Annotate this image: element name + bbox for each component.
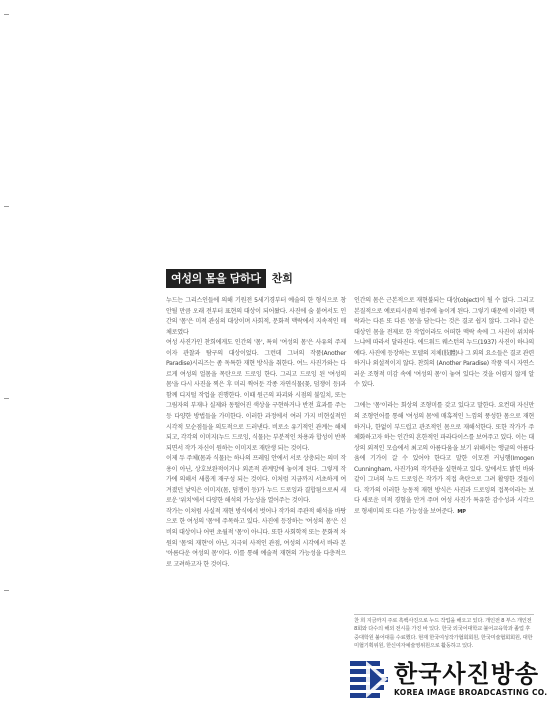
footnote-divider bbox=[354, 614, 534, 615]
paragraph: 이제 두 주체(몸과 식물)는 하나의 프레임 안에서 서로 상충되는 의미 작용이 아닌, 상호보완적이거나 외존적 관계망에 놓이게 된다. 그렇게 작가에 의해서 새롭게 재구성 되는 것이다. 이처럼 지금까지 서초하게 여겨졌던 낯익은 이미지(몸, 덤쟁이 등)가 누드 드로잉과 결합됨으로써 새로운 '위치'에서 다양한 해석의 가능성을 열어주는 것이다. bbox=[166, 455, 346, 505]
logo-english-name: KOREA IMAGE BROADCASTING CO. bbox=[394, 687, 548, 697]
page-edge-mark bbox=[4, 206, 9, 207]
article-title: 여성의 몸을 담하다 bbox=[166, 269, 266, 288]
paragraph: 누드는 그리스인들에 의해 기원전 5세기경부터 예술의 한 형식으로 창안될 만큼 오래 전부터 표현의 대상이 되어왔다. 사진에 숨 붙여서도 인간의 '몸'은 미적 관심의 대상이며 사회적, 문화적 맥락에서 지속적인 매체로였다 bbox=[166, 297, 346, 336]
footnote-text: 찬 희 지금까지 주로 흑백사진으로 누드 작업을 해오고 있다. 개인전 8 부스 개인전 8회와 다수의 해외 전시를 가진 바 있다. 한국 외국어대학교 불어교육학과 졸업 후 중대학원 불어대를 수료했다. 현재 한국여성작가협회회원, 한국미술협회회원, 대한미협기획위원, 한신여자예술영위원으로 활동하고 있다. bbox=[354, 618, 533, 650]
author-footnote bbox=[354, 617, 534, 651]
paragraph-with-end-mark bbox=[354, 401, 534, 517]
paragraph: 그에는 '몸'이라는 회상의 조형미를 갖고 있다고 말한다. 요컨대 자신만의 조형언어를 통해 '여성의 몸'에 매혹적인 느낌의 풍성한 몸으로 재현하거나, 한없이 부드럽고 관조적인 몸으로 재해석한다. 또한 작가가 주체화하고자 하는 인간의 흔한적인 파라다이스를 보여주고 있다. 이는 대상의 외적인 모습에서 최고의 아름다움을 보기 위해서는 앵글의 아름다움에 기가이 갈 수 있어야 한다고 말한 이모겐 커닝햄(Imogen Cunningham, 사진가)의 작가관을 실현하고 있다. 앞에서도 밝힌 바와 같이 그녀의 누드 드로잉은 작가가 직접 촉탄으로 그려 활영한 것들이다. 작가의 이러한 능동적 재현 방식은 사진과 드로잉의 접목이라는 보다 새로운 미적 경험을 안겨 주며 여성 사진가 특유한 감수성과 시각으로 형세미의 또 다른 가능성을 보여준다. bbox=[354, 402, 534, 515]
article-author: 찬희 bbox=[271, 272, 293, 285]
left-column bbox=[166, 296, 346, 570]
paragraph: 인간의 몸은 근본적으로 재현불되는 대상(object)이 될 수 없다. 그리고 본질적으로 예로티시즘의 범주에 놓이게 된다. 그렇기 때문에 이러한 맥락과는 다른 또 다른 '몸'을 담는다는 것은 결코 쉽지 않다. 그러나 같은 대상인 몸을 전제로 한 작업이라도 어떠한 맥락 속에 그 사진이 위치하느냐에 따라서 달라진다. 에드워드 웨스턴의 누드(1937) 사진이 하나의 예다. 사진에 등장하는 모델의 지체(肢體)나 그 외의 요소들은 결코 관련하거나 외설적이지 않다. 찬희의 (Another Paradise) 작품 역시 자연스러운 조형적 미감 속에 '여성의 몸'이 놓여 있다는 것을 어렴지 않게 알 수 있다. bbox=[354, 297, 534, 389]
kib-logo bbox=[348, 654, 548, 704]
kib-logo-mark-icon bbox=[348, 658, 390, 700]
page-edge-mark bbox=[4, 398, 9, 399]
paragraph-gap bbox=[354, 391, 534, 402]
article-heading bbox=[166, 268, 293, 288]
logo-korean-name: 한국사진방송 bbox=[394, 659, 540, 688]
page-edge-mark bbox=[4, 590, 9, 591]
page-edge-mark bbox=[4, 14, 9, 15]
paragraph: 여성 사진가인 찬희에게도 인간의 '몸', 특히 '여성의 몸'은 사유의 주제이자 관찰과 탐구의 대상이었다. 그런데 그녀의 작품(Another Paradise)시리즈는 좀 독특한 재현 방식을 취한다. 여느 사진가와는 다르게 여성의 얼몸을 목탄으로 드로잉 한다. 그리고 드로잉 된 '여성의 몸'을 다시 사진을 찍은 후 미리 찍어둔 각종 자연식물(꽃, 덤쟁이 등)과 함께 디지털 작업을 진행한다. 이때 원근의 파괴와 시점의 불일치, 또는 그림자의 부재나 실제와 동떨어진 색상을 구현하거나 반전 효과를 주는 등 다양한 방법들을 가미한다. 이러한 과정에서 여러 가지 비현실적인 시각적 모순점들을 의도적으로 드러낸다. 비로소 유기적인 관계는 해체되고, 각각의 이미지(누드 드로잉, 식물)는 부분적인 차용과 합성이 반복되면서 작가 자신이 원하는 이미지로 재탄생 되는 것이다. bbox=[166, 339, 346, 452]
right-column bbox=[354, 296, 534, 517]
end-mark: MP bbox=[457, 508, 466, 515]
paragraph: 작가는 이처럼 사실적 재현 방식에서 벗어나 작가의 주관적 해석을 바탕으로 한 여성의 '몸'에 주목하고 있다. 사진에 등장하는 '여성의 몸'은 신비의 대상이나 어떤 초월적 '몸'이 아니다. 또한 사회학적 또는 문화적 차원의 '몸'의 재현'이 아닌, 지극히 사적인 관점, 여성의 시각에서 바라 본 '아름다운 여성의 몸'이다. 이를 통해 예술적 재현의 가능성을 다층적으로 고려하고자 한 것이다. bbox=[166, 507, 346, 568]
